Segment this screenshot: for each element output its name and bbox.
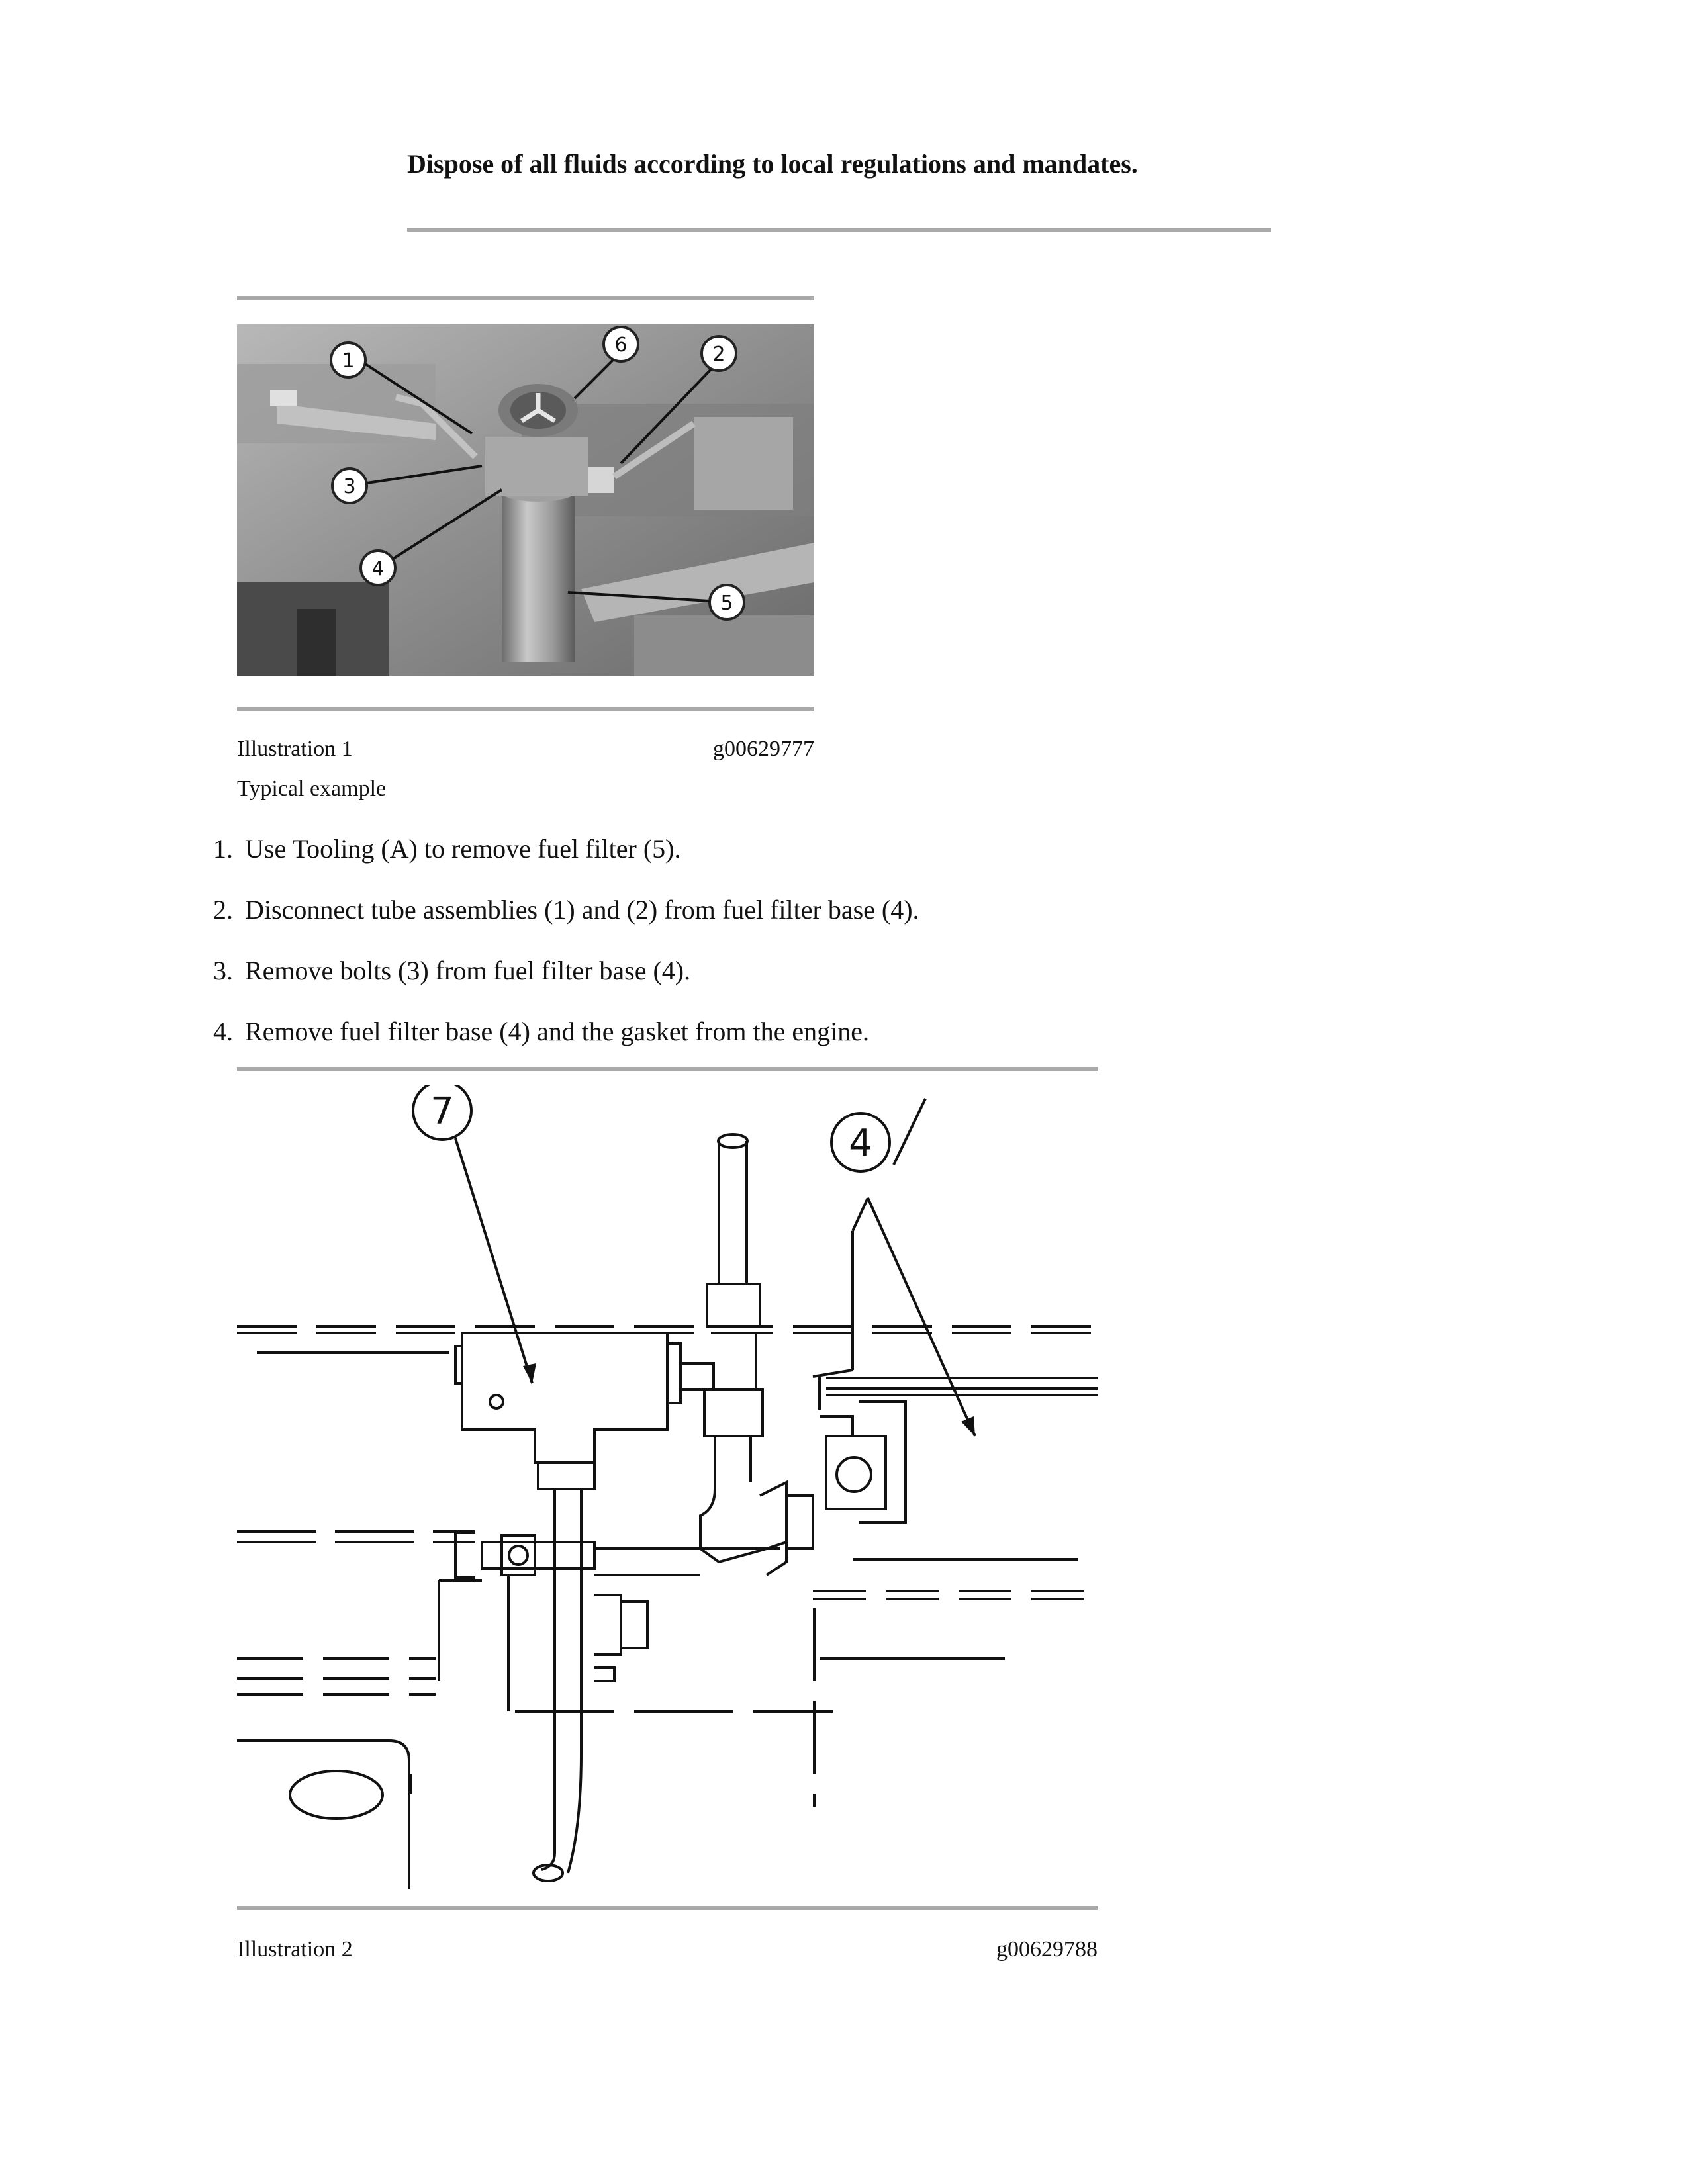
- step-number: 4.: [213, 1017, 233, 1046]
- step-item: [192, 954, 1317, 1015]
- fuel-filter-photo: [237, 324, 814, 676]
- illustration-1-bottom-rule: [237, 707, 814, 711]
- step-number: 3.: [213, 956, 233, 985]
- callout-5: 5: [720, 592, 733, 615]
- disposal-notice: Dispose of all fluids according to local regulations and mandates.: [407, 149, 1138, 179]
- step-text: Remove bolts (3) from fuel filter base (4).: [245, 956, 691, 985]
- illustration-1-id: g00629777: [713, 737, 814, 761]
- callout-7: 7: [430, 1090, 454, 1133]
- illustration-1-subcaption: Typical example: [237, 776, 387, 801]
- line-drawing: [237, 1085, 1098, 1891]
- callout-6: 6: [614, 334, 628, 357]
- step-number: 1.: [213, 834, 233, 864]
- step-item: [192, 833, 1317, 893]
- illustration-2-id: g00629788: [996, 1937, 1098, 1962]
- illustration-2-top-rule: [237, 1067, 1098, 1071]
- fuel-filter-photo-drawing: [237, 324, 814, 676]
- illustration-2-label: Illustration 2: [237, 1937, 353, 1962]
- callout-1: 1: [342, 349, 355, 373]
- step-text: Use Tooling (A) to remove fuel filter (5).: [245, 834, 681, 864]
- step-text: Disconnect tube assemblies (1) and (2) from fuel filter base (4).: [245, 895, 919, 925]
- step-text: Remove fuel filter base (4) and the gasket from the engine.: [245, 1017, 869, 1046]
- notice-divider: [407, 228, 1271, 232]
- callout-4: 4: [849, 1122, 872, 1165]
- callout-2: 2: [712, 343, 726, 366]
- fuel-filter-base-diagram: [237, 1085, 1098, 1891]
- illustration-2-bottom-rule: [237, 1906, 1098, 1910]
- illustration-1-label: Illustration 1: [237, 737, 353, 761]
- illustration-1-top-rule: [237, 296, 814, 300]
- callout-4: 4: [371, 557, 385, 580]
- procedure-steps: [192, 833, 1317, 1076]
- callout-3: 3: [343, 475, 356, 498]
- step-item: [192, 893, 1317, 954]
- step-number: 2.: [213, 895, 233, 925]
